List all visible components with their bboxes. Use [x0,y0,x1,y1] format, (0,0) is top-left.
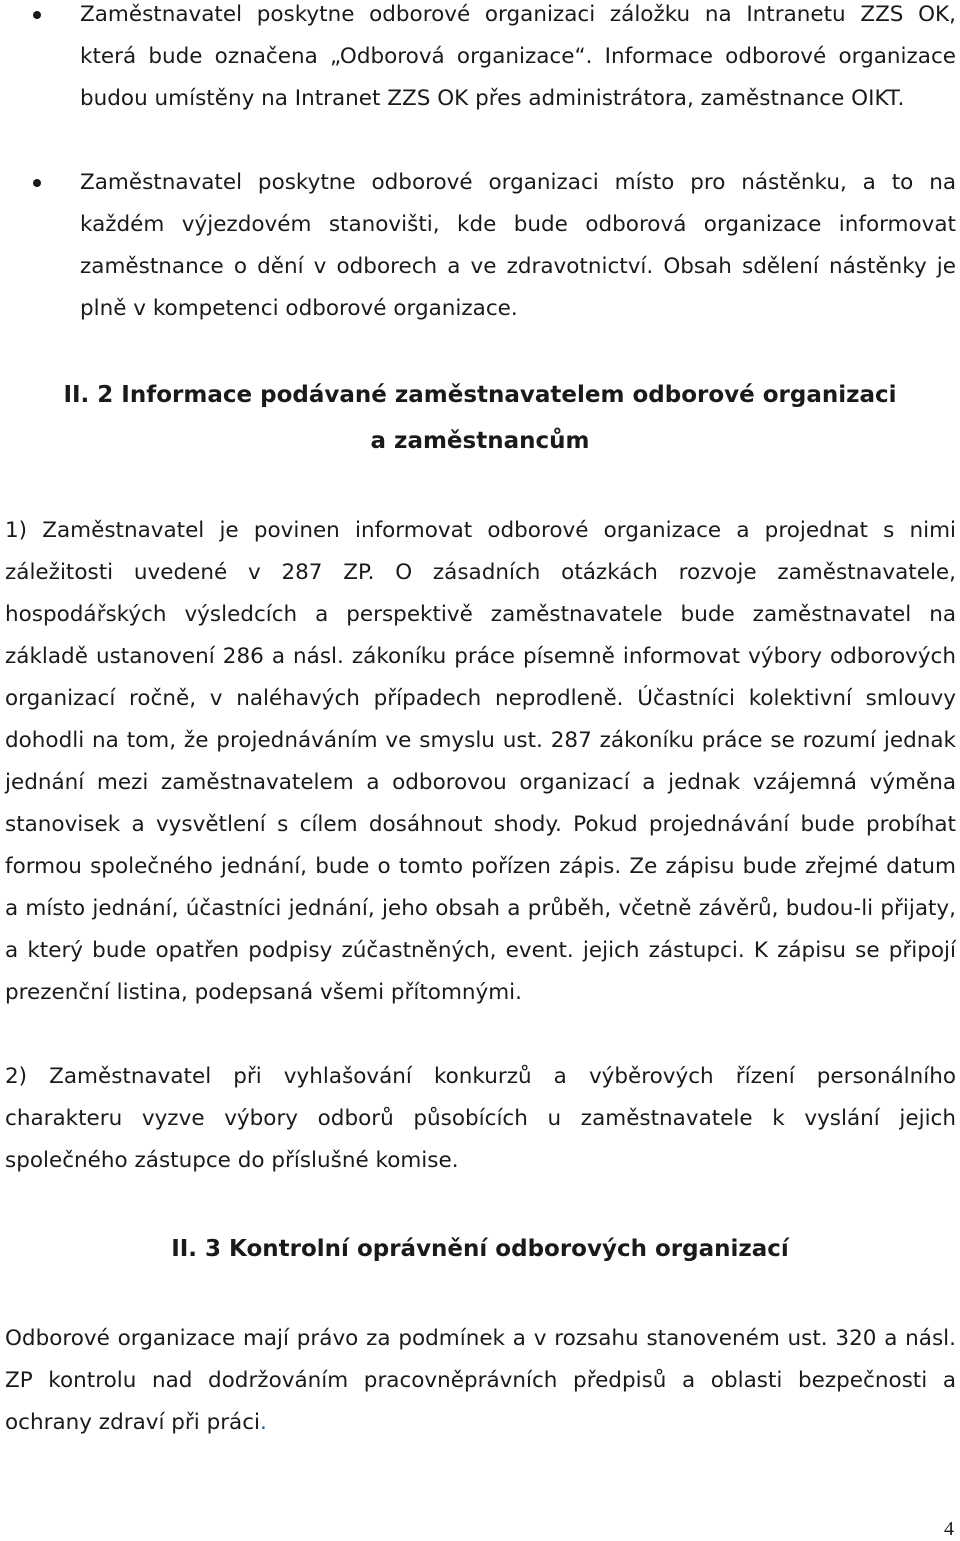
bullet-dot-icon [33,179,41,187]
paragraph-control-rights [5,1318,956,1444]
page-number: 4 [944,1518,954,1540]
paragraph-end-dot: . [260,1410,267,1435]
paragraph-information-duty: 1) Zaměstnavatel je povinen informovat odborové organizace a projednat s nimi záležitosti uvedené v 287 ZP. O zásadních otázkách rozvoje zaměstnavatele, hospodářských výsledcích a perspektivě zaměstnavatele bude zaměstnavatel na základě ustanovení 286 a násl. zákoníku práce písemně informovat výbory odborových organizací ročně, v naléhavých případech neprodleně. Účastníci kolektivní smlouvy dohodli na tom, že projednáváním ve smyslu ust. 287 zákoníku práce se rozumí jednak jednání mezi zaměstnavatelem a odborovou organizací a jednak vzájemná výměna stanovisek a vysvětlení s cílem dosáhnout shody. Pokud projednávání bude probíhat formou společného jednání, bude o tomto pořízen zápis. Ze zápisu bude zřejmé datum a místo jednání, účastníci jednání, jeho obsah a průběh, včetně závěrů, budou-li přijaty, a který bude opatřen podpisy zúčastněných, event. jejich zástupci. K zápisu se připojí prezenční listina, podepsaná všemi přítomnými. [5,518,956,1005]
bullet-dot-icon [33,11,41,19]
bullet-item [0,162,960,330]
bullet-item [0,0,960,120]
paragraph-control-rights-text: Odborové organizace mají právo za podmínek a v rozsahu stanoveném ust. 320 a násl. ZP kontrolu nad dodržováním pracovněprávních předpisů a oblasti bezpečnosti a ochrany zdraví při práci [5,1326,956,1435]
section-heading-ii-3: II. 3 Kontrolní oprávnění odborových organizací [171,1236,789,1262]
section-heading-ii-2 [0,372,960,464]
section-heading-line-1: II. 2 Informace podávané zaměstnavatelem odborové organizaci [63,382,897,408]
section-heading-line-2: a zaměstnancům [370,428,590,454]
paragraph-competitions: 2) Zaměstnavatel při vyhlašování konkurzů a výběrových řízení personálního charakteru vyzve výbory odborů působících u zaměstnavatele k vyslání jejich společného zástupce do příslušné komise. [5,1064,956,1173]
bullet-text: Zaměstnavatel poskytne odborové organizaci záložku na Intranetu ZZS OK, která bude označena „Odborová organizace“. Informace odborové organizace budou umístěny na Intranet ZZS OK přes administrátora, zaměstnance OIKT. [80,2,956,111]
bullet-text: Zaměstnavatel poskytne odborové organizaci místo pro nástěnku, a to na každém výjezdovém stanovišti, kde bude odborová organizace informovat zaměstnance o dění v odborech a ve zdravotnictví. Obsah sdělení nástěnky je plně v kompetenci odborové organizace. [80,170,956,321]
